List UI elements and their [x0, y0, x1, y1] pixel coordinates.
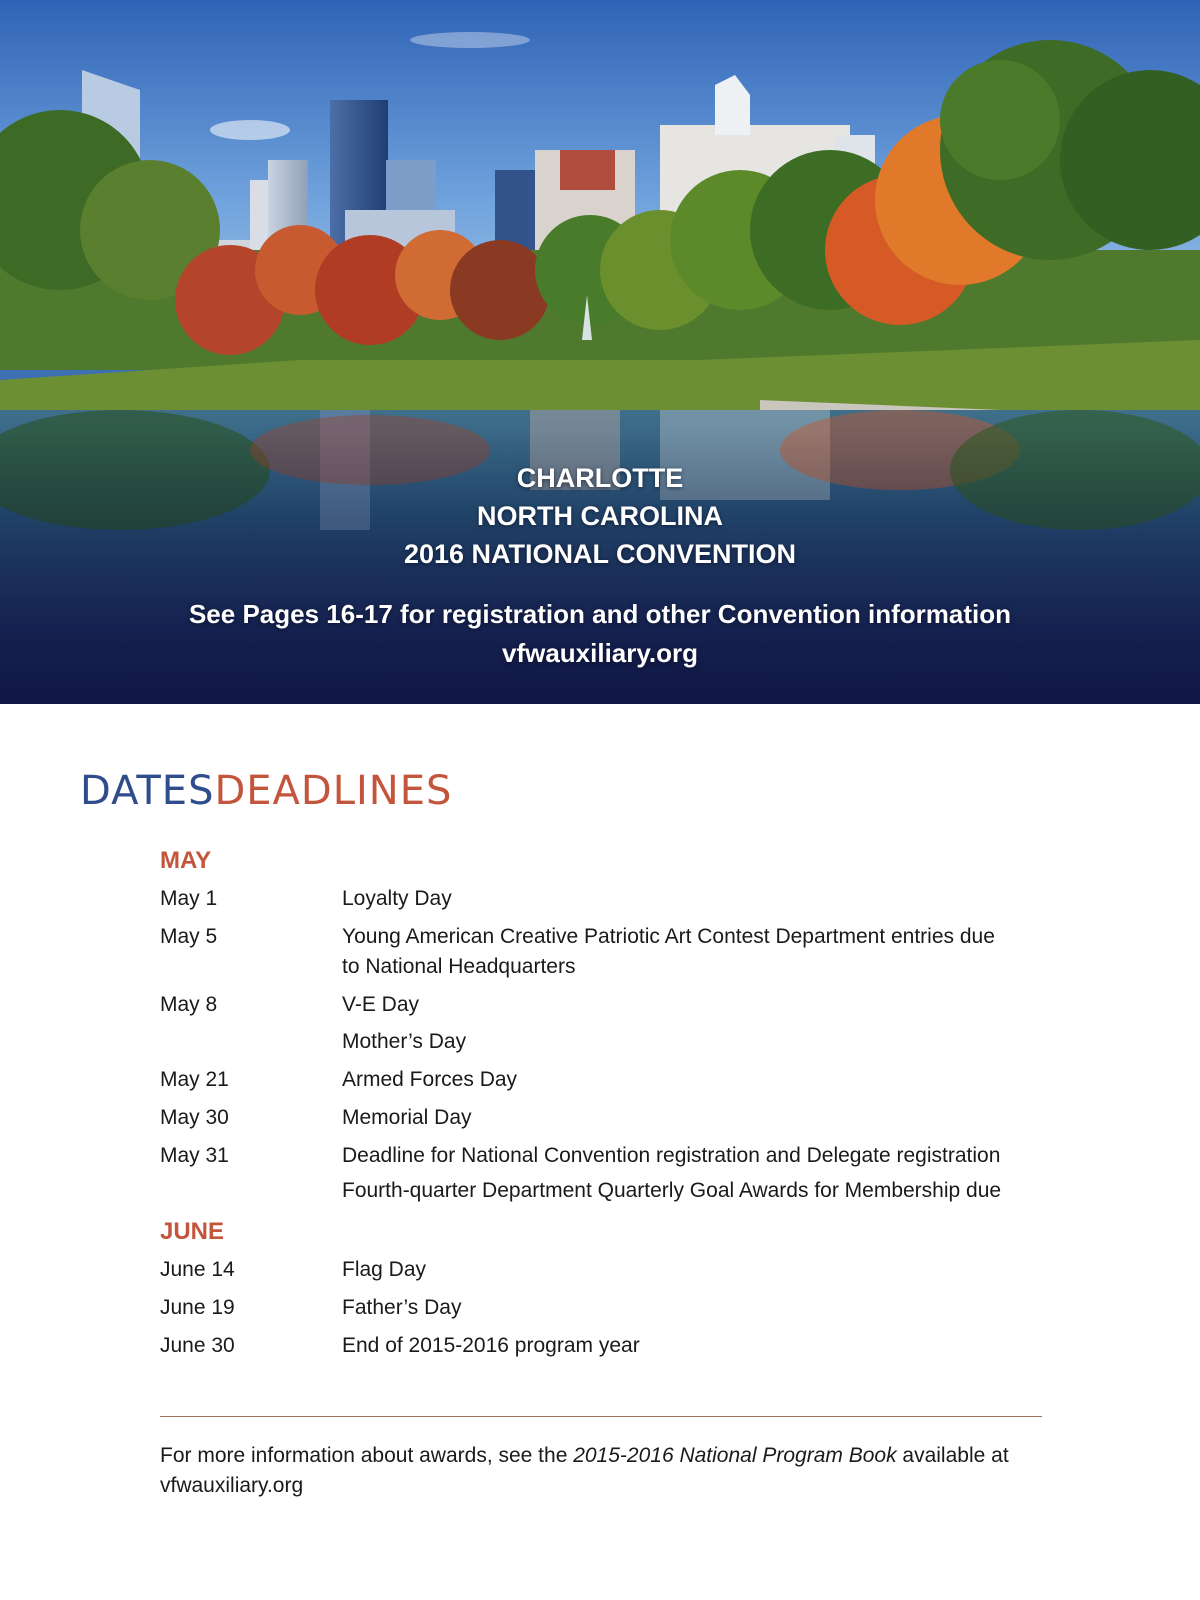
month-heading-june: JUNE — [160, 1218, 225, 1245]
program-book-title: 2015-2016 National Program Book — [573, 1444, 897, 1467]
date-may-1: May 1 — [160, 887, 218, 910]
hero-title-state: NORTH CAROLINA — [477, 501, 723, 531]
divider-rule — [160, 1416, 1042, 1417]
hero-caption — [0, 0, 1200, 704]
event-ve-day: V-E Day — [342, 993, 420, 1016]
date-june-14: June 14 — [160, 1258, 235, 1281]
event-fathers-day: Father’s Day — [342, 1296, 462, 1319]
hero-subtitle: See Pages 16-17 for registration and other Convention information — [188, 599, 1012, 629]
date-may-31: May 31 — [160, 1144, 229, 1167]
date-may-30: May 30 — [160, 1106, 229, 1129]
event-flag-day: Flag Day — [342, 1258, 427, 1281]
event-convention-registration-deadline: Deadline for National Convention registration and Delegate registration — [342, 1144, 1001, 1167]
event-memorial-day: Memorial Day — [342, 1106, 472, 1129]
hero-title-city: CHARLOTTE — [516, 463, 684, 493]
event-mothers-day: Mother’s Day — [342, 1030, 467, 1053]
event-loyalty-day: Loyalty Day — [342, 887, 452, 910]
event-quarterly-goal-awards: Fourth-quarter Department Quarterly Goal Awards for Membership due — [342, 1179, 1002, 1202]
page-title — [80, 766, 452, 816]
footnote — [160, 1441, 1060, 1501]
event-art-contest: Young American Creative Patriotic Art Contest Department entries due to National Headquarters — [342, 925, 995, 978]
date-may-21: May 21 — [160, 1068, 229, 1091]
page-title-deadlines: DEADLINES — [214, 768, 453, 814]
footnote-text-start: For more information about awards, see the — [160, 1444, 574, 1467]
date-may-5: May 5 — [160, 925, 218, 948]
date-june-30: June 30 — [160, 1334, 235, 1357]
hero-website-link[interactable]: vfwauxiliary.org — [501, 638, 699, 668]
page-title-dates: DATES — [80, 768, 215, 814]
hero-photo — [0, 0, 1200, 704]
footnote-text-end: available at vfwauxiliary.org — [160, 1444, 1009, 1497]
event-armed-forces-day: Armed Forces Day — [342, 1068, 518, 1091]
date-may-8: May 8 — [160, 993, 218, 1016]
event-program-year-end: End of 2015-2016 program year — [342, 1334, 640, 1357]
date-june-19: June 19 — [160, 1296, 235, 1319]
hero-title-event: 2016 NATIONAL CONVENTION — [403, 539, 797, 569]
month-heading-may: MAY — [160, 847, 212, 874]
